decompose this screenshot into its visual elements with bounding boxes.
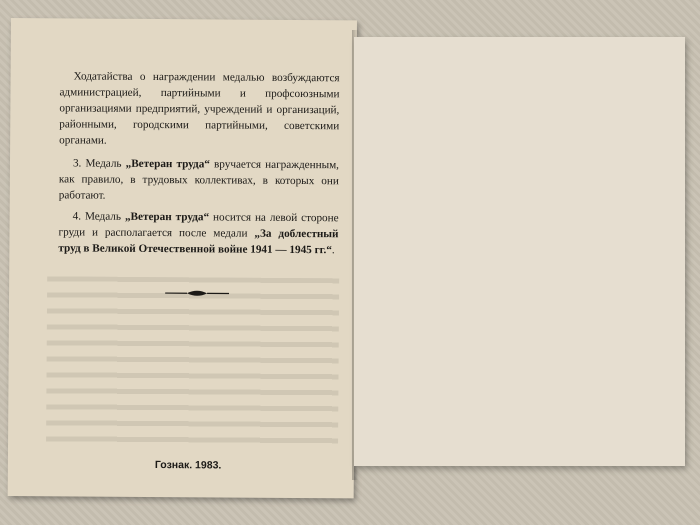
paragraph-4 [58,208,338,258]
medal-name: „Ветеран труда“ [125,157,210,171]
left-page [8,18,357,498]
paragraph-4-suffix: . [331,244,335,257]
right-page-blank [354,37,685,466]
paragraph-3 [59,155,339,205]
paragraph-4-prefix: 4. Медаль [72,210,126,223]
text-block [58,68,339,263]
medal-name: „Ветеран труда“ [124,210,210,224]
bleed-through-text [46,276,339,448]
paragraph-1-text: Ходатайства о награждении медалью возбуждаются администрацией, партийными и профсоюзными организациями предприятий, учреждений и организаций, районными, городскими партийными, советскими органами. [59,70,340,147]
paragraph-4-middle: носится на левой стороне груди и располагается после медали [58,211,339,240]
paragraph-1 [59,68,340,150]
paragraph-3-suffix: вручается награжденным, как правило, в трудовых коллективах, в которых они работают. [58,158,340,202]
second-medal-name: „За доблестный труд в Великой Отечественной войне 1941 — 1945 гг.“ [58,227,339,257]
paragraph-3-prefix: 3. Медаль [72,157,126,170]
printer-imprint: Гознак. 1983. [154,459,222,472]
ornament-divider-icon [165,289,229,297]
